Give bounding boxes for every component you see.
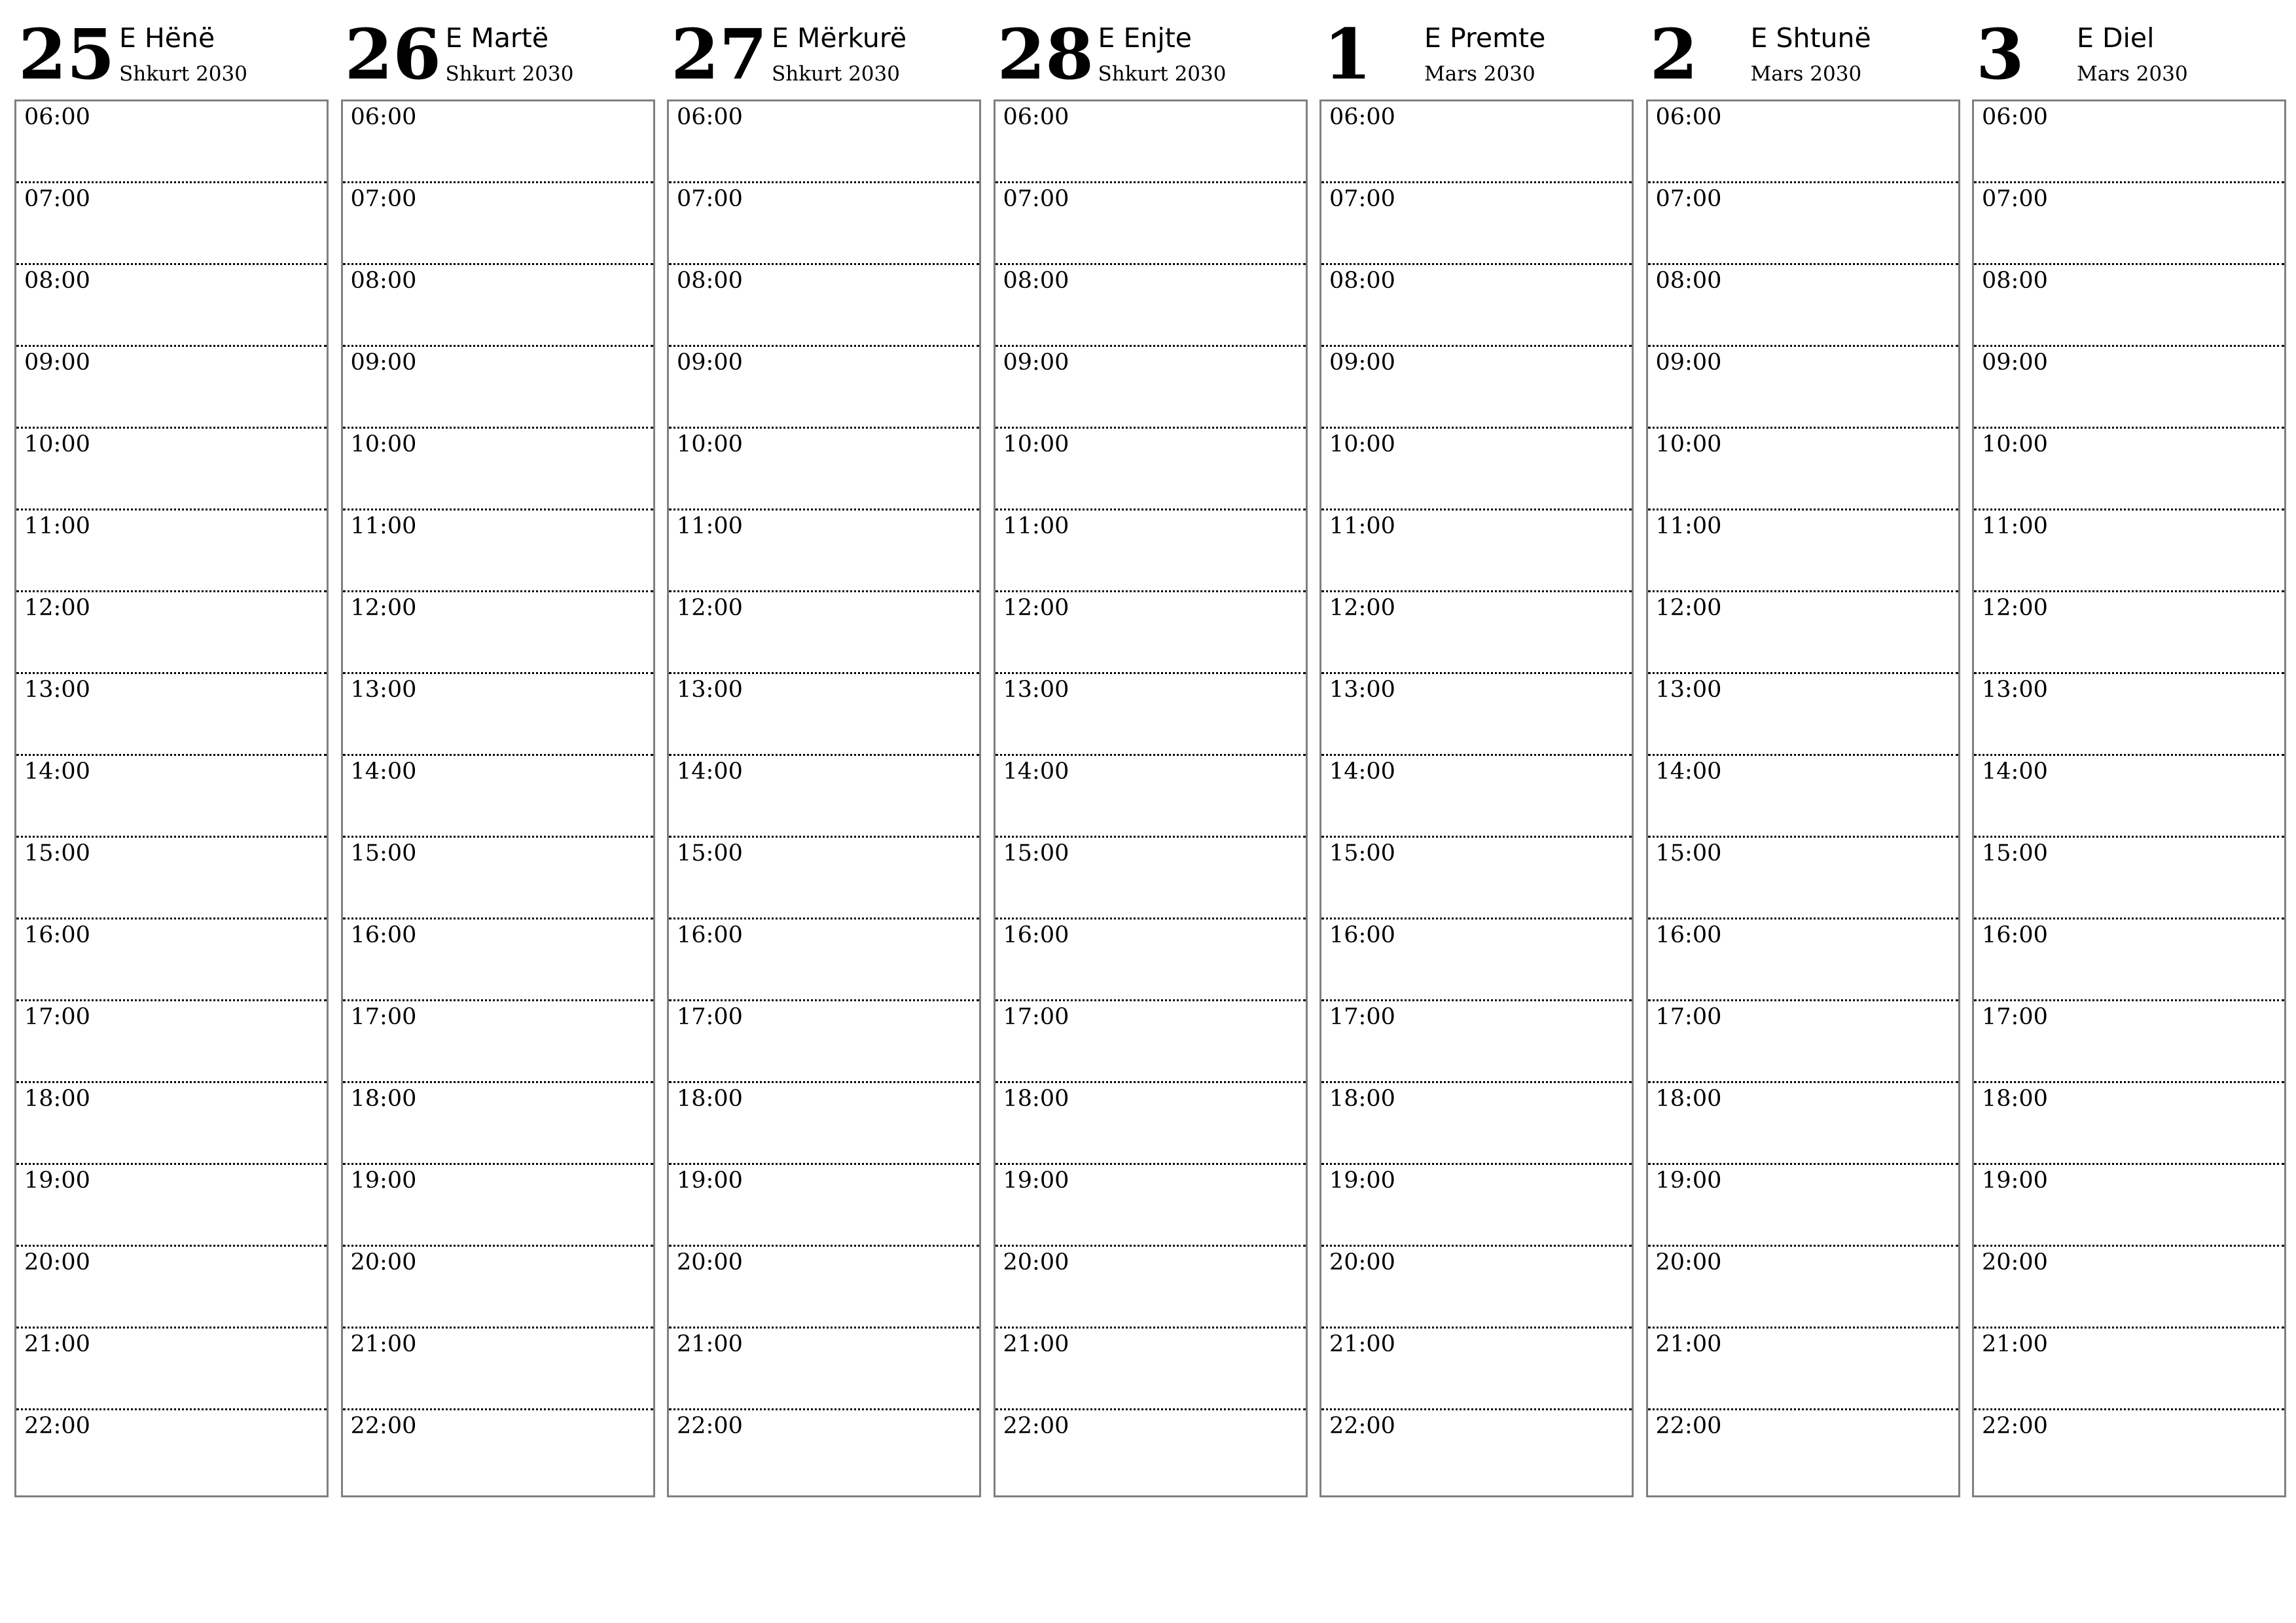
time-slot[interactable]: [1648, 101, 1958, 183]
time-slot[interactable]: [669, 1410, 979, 1492]
time-slot-label: 21:00: [1982, 1331, 2048, 1357]
time-slot[interactable]: [1974, 1001, 2284, 1083]
time-slot-label: 06:00: [1003, 104, 1069, 130]
day-number: 2: [1649, 13, 1698, 95]
time-slot[interactable]: [1974, 183, 2284, 265]
time-slot[interactable]: [343, 101, 653, 183]
time-slot-label: 09:00: [1982, 349, 2048, 376]
time-slot-label: 19:00: [1329, 1168, 1395, 1194]
time-slot[interactable]: [1648, 347, 1958, 429]
time-slot[interactable]: [996, 510, 1306, 592]
time-slot-label: 18:00: [1982, 1086, 2048, 1112]
time-slot[interactable]: [1648, 592, 1958, 674]
time-slot[interactable]: [343, 838, 653, 919]
time-slot[interactable]: [343, 674, 653, 756]
time-slot-label: 22:00: [1329, 1413, 1395, 1439]
time-slot-label: 12:00: [1655, 595, 1722, 621]
time-slot[interactable]: [16, 919, 327, 1001]
time-slot[interactable]: [1974, 101, 2284, 183]
time-slot[interactable]: [669, 1329, 979, 1410]
time-slot-label: 20:00: [350, 1249, 417, 1275]
time-slot[interactable]: [1974, 1165, 2284, 1247]
time-slot[interactable]: [1648, 674, 1958, 756]
time-slot-label: 10:00: [1655, 431, 1722, 457]
time-slot[interactable]: [1974, 1083, 2284, 1165]
time-slot[interactable]: [996, 1165, 1306, 1247]
time-slot[interactable]: [16, 1165, 327, 1247]
time-slot[interactable]: [1974, 510, 2284, 592]
time-slot-label: 08:00: [677, 268, 743, 294]
time-slot-label: 06:00: [677, 104, 743, 130]
time-slot[interactable]: [343, 592, 653, 674]
time-slot-label: 15:00: [1329, 840, 1395, 866]
time-slot[interactable]: [343, 1001, 653, 1083]
time-slot-label: 08:00: [24, 268, 90, 294]
day-header: [14, 0, 327, 99]
time-slot[interactable]: [1321, 265, 1632, 347]
time-slot[interactable]: [16, 1410, 327, 1492]
day-name: E Enjte: [1098, 22, 1193, 54]
time-slot[interactable]: [996, 1001, 1306, 1083]
time-slot[interactable]: [343, 510, 653, 592]
time-slot[interactable]: [16, 183, 327, 265]
time-slot-label: 08:00: [1329, 268, 1395, 294]
time-slot[interactable]: [1321, 919, 1632, 1001]
time-slot[interactable]: [1321, 756, 1632, 838]
time-slot-label: 20:00: [1003, 1249, 1069, 1275]
day-name: E Diel: [2077, 22, 2155, 54]
time-slot-label: 13:00: [1982, 677, 2048, 703]
time-slot[interactable]: [669, 838, 979, 919]
day-column: [667, 0, 980, 1439]
time-slot[interactable]: [1321, 838, 1632, 919]
time-slot[interactable]: [996, 1410, 1306, 1492]
time-slot[interactable]: [669, 510, 979, 592]
time-slot-label: 14:00: [677, 758, 743, 785]
time-slot-label: 14:00: [24, 758, 90, 785]
time-slot[interactable]: [343, 1410, 653, 1492]
time-slot-label: 14:00: [350, 758, 417, 785]
time-slot-label: 09:00: [24, 349, 90, 376]
time-slot[interactable]: [16, 510, 327, 592]
time-slot-label: 13:00: [24, 677, 90, 703]
day-column: [341, 0, 654, 1439]
time-slot[interactable]: [996, 1247, 1306, 1329]
time-slot-label: 18:00: [350, 1086, 417, 1112]
day-name: E Martë: [445, 22, 549, 54]
day-header: [667, 0, 980, 99]
time-slot-label: 19:00: [677, 1168, 743, 1194]
time-slot[interactable]: [1321, 1083, 1632, 1165]
time-slot[interactable]: [343, 1247, 653, 1329]
day-column: [994, 0, 1306, 1439]
day-header: [1319, 0, 1632, 99]
time-slot[interactable]: [996, 674, 1306, 756]
time-slot[interactable]: [996, 265, 1306, 347]
time-slot[interactable]: [343, 429, 653, 510]
time-slot[interactable]: [16, 1247, 327, 1329]
time-slot[interactable]: [1321, 1410, 1632, 1492]
time-slot-label: 15:00: [350, 840, 417, 866]
time-slot[interactable]: [16, 592, 327, 674]
day-number: 3: [1976, 13, 2024, 95]
time-slot[interactable]: [1321, 674, 1632, 756]
time-slot-label: 17:00: [1329, 1004, 1395, 1030]
time-slot-label: 19:00: [1982, 1168, 2048, 1194]
time-slot-label: 11:00: [1982, 513, 2048, 539]
day-schedule-box: [341, 99, 655, 1497]
day-schedule-box: [14, 99, 329, 1497]
time-slot[interactable]: [1321, 510, 1632, 592]
time-slot[interactable]: [1974, 1247, 2284, 1329]
time-slot[interactable]: [1974, 347, 2284, 429]
time-slot-label: 15:00: [1982, 840, 2048, 866]
time-slot-label: 17:00: [350, 1004, 417, 1030]
time-slot-label: 08:00: [1982, 268, 2048, 294]
time-slot[interactable]: [343, 1329, 653, 1410]
time-slot-label: 17:00: [1003, 1004, 1069, 1030]
time-slot-label: 10:00: [350, 431, 417, 457]
time-slot[interactable]: [16, 429, 327, 510]
day-schedule-box: [667, 99, 981, 1497]
time-slot[interactable]: [996, 429, 1306, 510]
time-slot[interactable]: [669, 919, 979, 1001]
time-slot-label: 13:00: [350, 677, 417, 703]
time-slot[interactable]: [16, 674, 327, 756]
time-slot[interactable]: [1648, 1329, 1958, 1410]
time-slot[interactable]: [1321, 1247, 1632, 1329]
time-slot-label: 11:00: [1655, 513, 1722, 539]
time-slot-label: 17:00: [24, 1004, 90, 1030]
time-slot[interactable]: [1648, 756, 1958, 838]
time-slot-label: 12:00: [350, 595, 417, 621]
time-slot[interactable]: [1321, 1329, 1632, 1410]
time-slot[interactable]: [996, 1083, 1306, 1165]
time-slot-label: 19:00: [1003, 1168, 1069, 1194]
day-name: E Shtunë: [1750, 22, 1871, 54]
day-number: 26: [344, 13, 442, 95]
time-slot[interactable]: [996, 592, 1306, 674]
time-slot-label: 16:00: [1655, 922, 1722, 948]
time-slot-label: 20:00: [1655, 1249, 1722, 1275]
day-header: [994, 0, 1306, 99]
day-header: [341, 0, 654, 99]
time-slot-label: 16:00: [1329, 922, 1395, 948]
time-slot[interactable]: [343, 1083, 653, 1165]
day-month-year: Mars 2030: [1424, 62, 1535, 86]
time-slot[interactable]: [996, 1329, 1306, 1410]
time-slot[interactable]: [1321, 347, 1632, 429]
time-slot-label: 21:00: [350, 1331, 417, 1357]
time-slot-label: 21:00: [1329, 1331, 1395, 1357]
time-slot[interactable]: [16, 756, 327, 838]
time-slot[interactable]: [669, 1083, 979, 1165]
time-slot[interactable]: [669, 183, 979, 265]
time-slot-label: 21:00: [1655, 1331, 1722, 1357]
time-slot[interactable]: [669, 1001, 979, 1083]
day-column: [1972, 0, 2285, 1439]
time-slot[interactable]: [669, 429, 979, 510]
time-slot[interactable]: [669, 756, 979, 838]
time-slot-label: 18:00: [1003, 1086, 1069, 1112]
time-slot-label: 15:00: [677, 840, 743, 866]
time-slot-label: 16:00: [350, 922, 417, 948]
time-slot-label: 06:00: [24, 104, 90, 130]
time-slot-label: 11:00: [24, 513, 90, 539]
time-slot[interactable]: [16, 101, 327, 183]
time-slot[interactable]: [1648, 510, 1958, 592]
time-slot[interactable]: [669, 347, 979, 429]
day-number: 27: [671, 13, 768, 95]
time-slot[interactable]: [1974, 756, 2284, 838]
time-slot[interactable]: [343, 347, 653, 429]
day-header: [1646, 0, 1959, 99]
time-slot-label: 18:00: [677, 1086, 743, 1112]
time-slot-label: 12:00: [1003, 595, 1069, 621]
time-slot[interactable]: [996, 919, 1306, 1001]
time-slot[interactable]: [1321, 592, 1632, 674]
time-slot[interactable]: [669, 1247, 979, 1329]
time-slot-label: 22:00: [24, 1413, 90, 1439]
time-slot[interactable]: [1974, 265, 2284, 347]
time-slot[interactable]: [1974, 429, 2284, 510]
time-slot[interactable]: [1974, 592, 2284, 674]
time-slot-label: 13:00: [1329, 677, 1395, 703]
day-column: [1319, 0, 1632, 1439]
time-slot-label: 13:00: [1003, 677, 1069, 703]
time-slot[interactable]: [1648, 1083, 1958, 1165]
day-schedule-box: [1972, 99, 2286, 1497]
time-slot-label: 07:00: [1982, 186, 2048, 212]
time-slot-label: 18:00: [24, 1086, 90, 1112]
time-slot[interactable]: [1974, 919, 2284, 1001]
time-slot-label: 21:00: [1003, 1331, 1069, 1357]
time-slot[interactable]: [669, 101, 979, 183]
time-slot[interactable]: [996, 838, 1306, 919]
time-slot[interactable]: [1321, 1165, 1632, 1247]
time-slot-label: 17:00: [1982, 1004, 2048, 1030]
day-schedule-box: [1319, 99, 1634, 1497]
time-slot[interactable]: [343, 756, 653, 838]
time-slot[interactable]: [1648, 1165, 1958, 1247]
day-schedule-box: [1646, 99, 1960, 1497]
day-month-year: Mars 2030: [2077, 62, 2188, 86]
time-slot-label: 07:00: [1329, 186, 1395, 212]
time-slot-label: 20:00: [24, 1249, 90, 1275]
day-number: 1: [1323, 13, 1372, 95]
time-slot-label: 18:00: [1329, 1086, 1395, 1112]
time-slot-label: 11:00: [350, 513, 417, 539]
time-slot-label: 16:00: [1003, 922, 1069, 948]
time-slot-label: 06:00: [1329, 104, 1395, 130]
time-slot[interactable]: [1648, 429, 1958, 510]
day-schedule-box: [994, 99, 1308, 1497]
day-number: 25: [18, 13, 115, 95]
time-slot[interactable]: [16, 347, 327, 429]
time-slot-label: 16:00: [24, 922, 90, 948]
time-slot-label: 12:00: [1982, 595, 2048, 621]
time-slot-label: 10:00: [1982, 431, 2048, 457]
time-slot[interactable]: [1974, 1329, 2284, 1410]
time-slot-label: 22:00: [677, 1413, 743, 1439]
time-slot[interactable]: [343, 183, 653, 265]
time-slot-label: 09:00: [677, 349, 743, 376]
time-slot-label: 14:00: [1655, 758, 1722, 785]
time-slot-label: 07:00: [1003, 186, 1069, 212]
time-slot-label: 07:00: [350, 186, 417, 212]
day-number: 28: [997, 13, 1094, 95]
time-slot[interactable]: [669, 674, 979, 756]
time-slot[interactable]: [343, 919, 653, 1001]
day-month-year: Mars 2030: [1750, 62, 1862, 86]
time-slot-label: 15:00: [1655, 840, 1722, 866]
time-slot-label: 16:00: [677, 922, 743, 948]
time-slot[interactable]: [996, 347, 1306, 429]
time-slot-label: 09:00: [1003, 349, 1069, 376]
time-slot[interactable]: [996, 183, 1306, 265]
time-slot[interactable]: [16, 1083, 327, 1165]
time-slot[interactable]: [1648, 1001, 1958, 1083]
time-slot-label: 13:00: [677, 677, 743, 703]
time-slot-label: 19:00: [24, 1168, 90, 1194]
time-slot[interactable]: [1974, 1410, 2284, 1492]
time-slot-label: 19:00: [1655, 1168, 1722, 1194]
day-name: E Hënë: [119, 22, 215, 54]
time-slot[interactable]: [1648, 1410, 1958, 1492]
time-slot-label: 12:00: [677, 595, 743, 621]
day-month-year: Shkurt 2030: [445, 62, 574, 86]
day-month-year: Shkurt 2030: [772, 62, 900, 86]
time-slot-label: 08:00: [1655, 268, 1722, 294]
time-slot[interactable]: [1321, 183, 1632, 265]
time-slot[interactable]: [343, 1165, 653, 1247]
time-slot-label: 08:00: [350, 268, 417, 294]
day-month-year: Shkurt 2030: [1098, 62, 1227, 86]
day-name: E Mërkurë: [772, 22, 907, 54]
time-slot[interactable]: [1321, 1001, 1632, 1083]
time-slot-label: 07:00: [24, 186, 90, 212]
time-slot-label: 14:00: [1003, 758, 1069, 785]
time-slot-label: 22:00: [1003, 1413, 1069, 1439]
time-slot[interactable]: [1648, 265, 1958, 347]
day-column: [14, 0, 327, 1439]
time-slot[interactable]: [669, 265, 979, 347]
time-slot-label: 15:00: [1003, 840, 1069, 866]
time-slot-label: 12:00: [24, 595, 90, 621]
time-slot-label: 12:00: [1329, 595, 1395, 621]
time-slot[interactable]: [1321, 429, 1632, 510]
time-slot-label: 07:00: [677, 186, 743, 212]
day-column: [1646, 0, 1959, 1439]
time-slot[interactable]: [16, 265, 327, 347]
time-slot-label: 06:00: [1655, 104, 1722, 130]
time-slot-label: 14:00: [1329, 758, 1395, 785]
time-slot-label: 17:00: [677, 1004, 743, 1030]
time-slot[interactable]: [1321, 101, 1632, 183]
time-slot-label: 11:00: [677, 513, 743, 539]
time-slot-label: 20:00: [1982, 1249, 2048, 1275]
time-slot-label: 10:00: [24, 431, 90, 457]
time-slot[interactable]: [669, 592, 979, 674]
time-slot-label: 17:00: [1655, 1004, 1722, 1030]
time-slot[interactable]: [16, 838, 327, 919]
time-slot-label: 13:00: [1655, 677, 1722, 703]
time-slot-label: 16:00: [1982, 922, 2048, 948]
time-slot-label: 11:00: [1003, 513, 1069, 539]
time-slot[interactable]: [1974, 838, 2284, 919]
time-slot[interactable]: [16, 1329, 327, 1410]
time-slot[interactable]: [1648, 1247, 1958, 1329]
time-slot-label: 06:00: [1982, 104, 2048, 130]
time-slot-label: 22:00: [1655, 1413, 1722, 1439]
time-slot[interactable]: [1648, 183, 1958, 265]
time-slot-label: 15:00: [24, 840, 90, 866]
time-slot[interactable]: [996, 101, 1306, 183]
time-slot[interactable]: [996, 756, 1306, 838]
time-slot[interactable]: [16, 1001, 327, 1083]
time-slot-label: 09:00: [1329, 349, 1395, 376]
time-slot-label: 10:00: [1003, 431, 1069, 457]
time-slot-label: 08:00: [1003, 268, 1069, 294]
time-slot[interactable]: [669, 1165, 979, 1247]
time-slot-label: 14:00: [1982, 758, 2048, 785]
time-slot-label: 11:00: [1329, 513, 1395, 539]
day-month-year: Shkurt 2030: [119, 62, 247, 86]
time-slot-label: 22:00: [1982, 1413, 2048, 1439]
time-slot[interactable]: [1648, 838, 1958, 919]
time-slot-label: 10:00: [677, 431, 743, 457]
time-slot-label: 19:00: [350, 1168, 417, 1194]
time-slot[interactable]: [343, 265, 653, 347]
time-slot-label: 18:00: [1655, 1086, 1722, 1112]
time-slot[interactable]: [1974, 674, 2284, 756]
time-slot-label: 10:00: [1329, 431, 1395, 457]
time-slot-label: 20:00: [677, 1249, 743, 1275]
time-slot-label: 09:00: [350, 349, 417, 376]
time-slot-label: 22:00: [350, 1413, 417, 1439]
time-slot-label: 07:00: [1655, 186, 1722, 212]
time-slot[interactable]: [1648, 919, 1958, 1001]
day-name: E Premte: [1424, 22, 1546, 54]
time-slot-label: 09:00: [1655, 349, 1722, 376]
time-slot-label: 21:00: [677, 1331, 743, 1357]
time-slot-label: 20:00: [1329, 1249, 1395, 1275]
time-slot-label: 06:00: [350, 104, 417, 130]
time-slot-label: 21:00: [24, 1331, 90, 1357]
day-header: [1972, 0, 2285, 99]
